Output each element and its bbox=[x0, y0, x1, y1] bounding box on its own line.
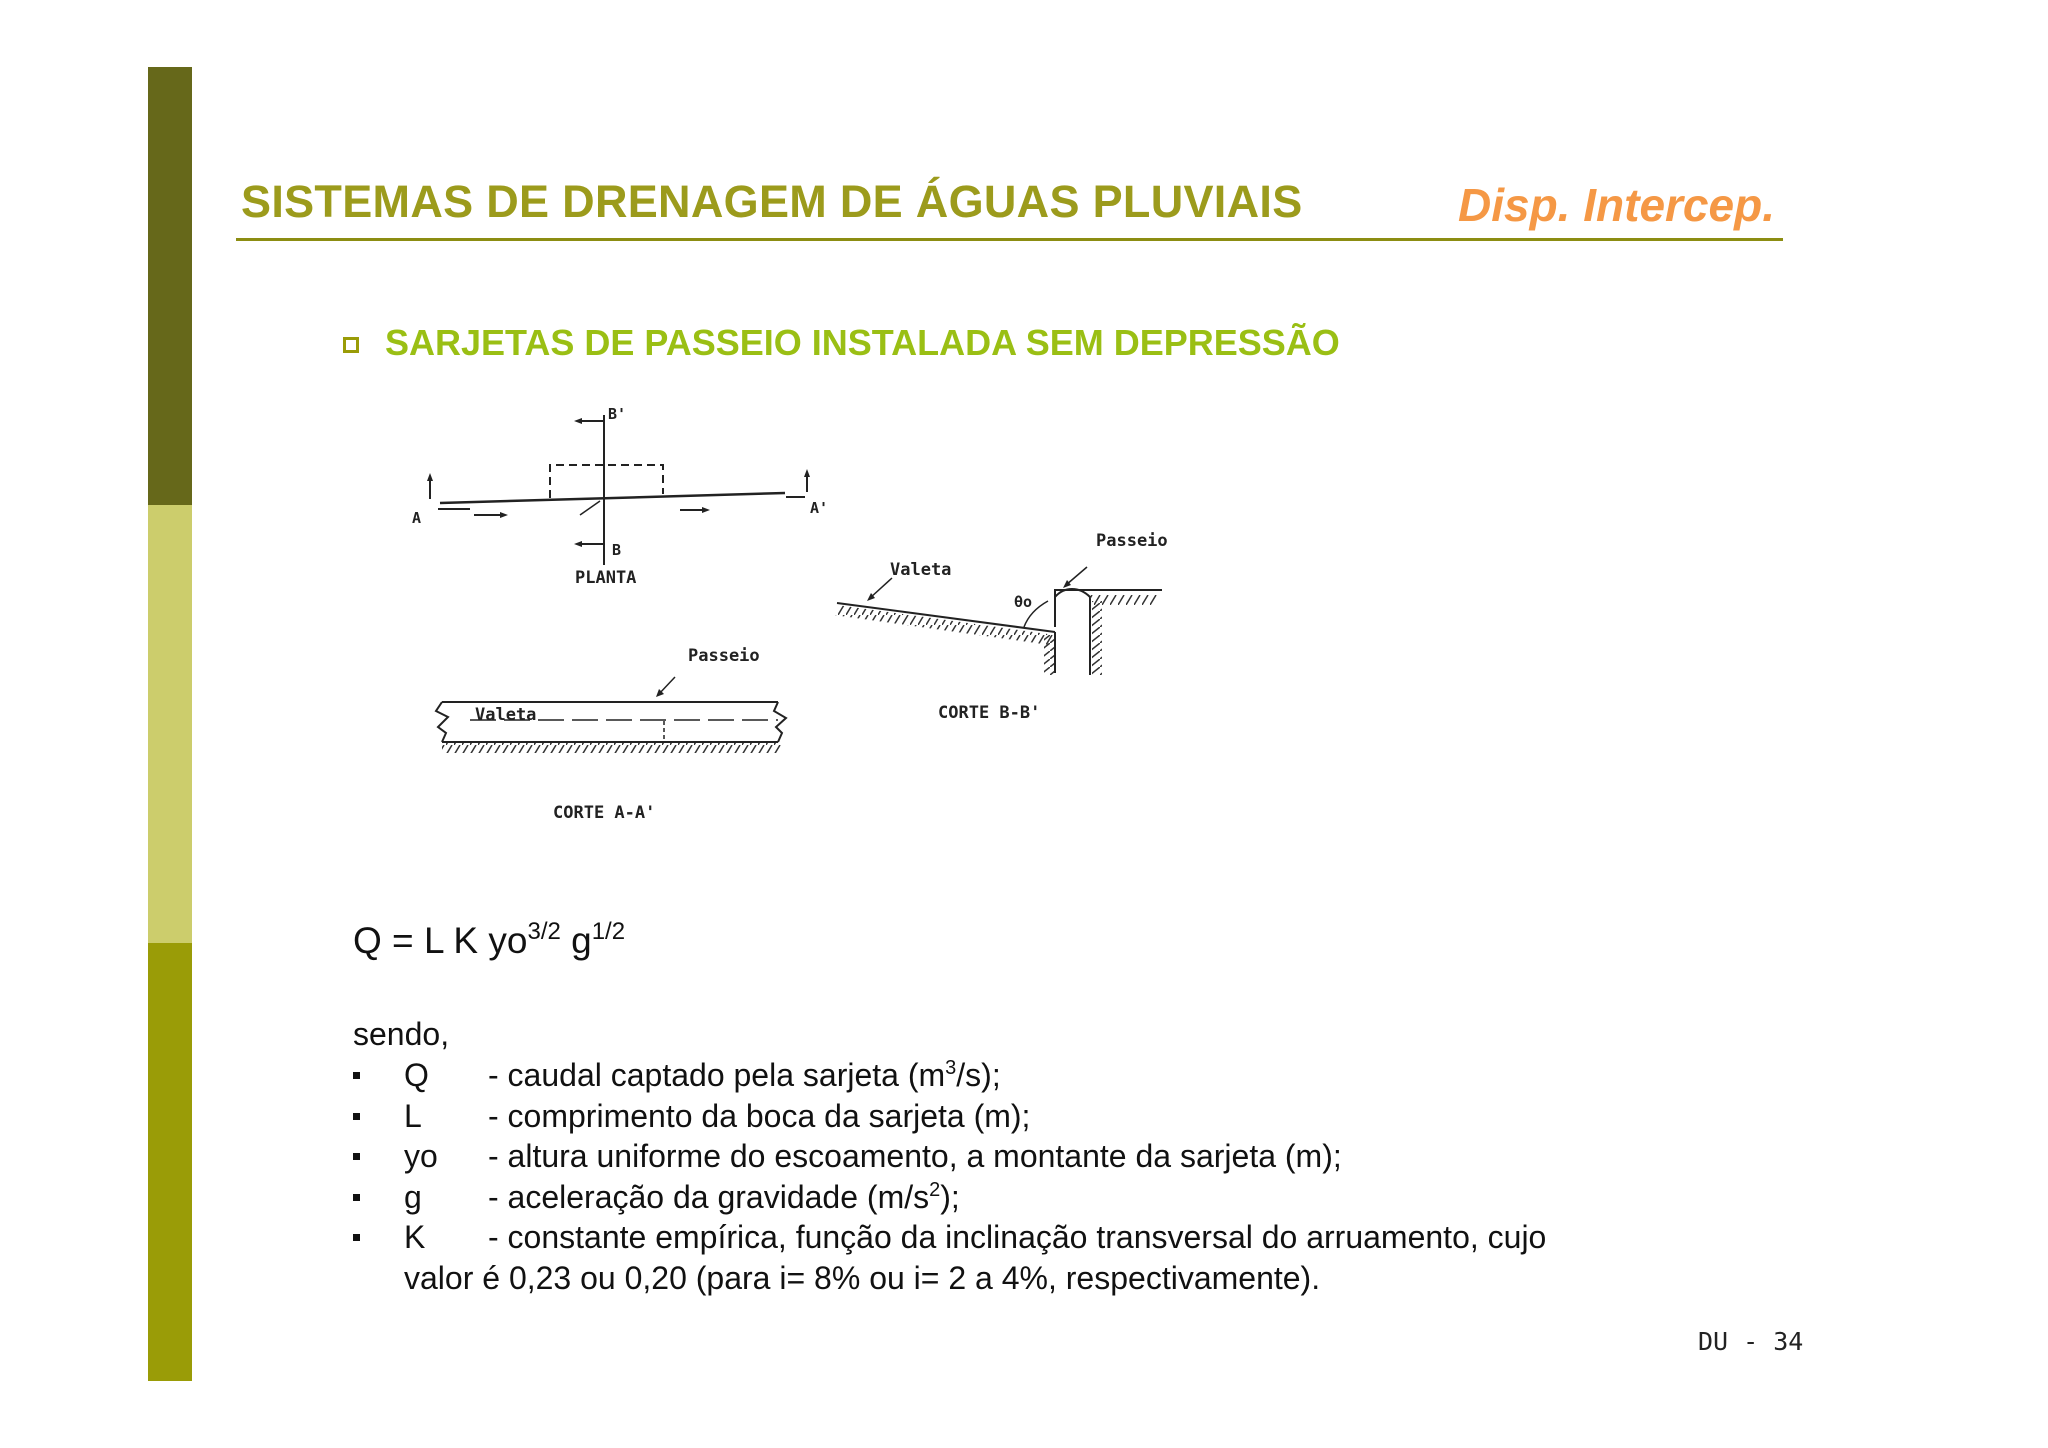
valeta-label-bb: Valeta bbox=[890, 560, 952, 580]
definition-symbol: yo bbox=[404, 1138, 438, 1174]
definition-text: - comprimento da boca da sarjeta (m); bbox=[488, 1097, 1031, 1134]
bullet-icon bbox=[353, 1072, 360, 1079]
section-aa bbox=[436, 646, 786, 823]
marker-a: A bbox=[412, 509, 422, 527]
gutter-drawing bbox=[350, 395, 1220, 840]
definition-text: - aceleração da gravidade $(m/s^2)$; bbox=[488, 1178, 960, 1215]
discharge-formula bbox=[353, 920, 625, 962]
passeio-label-aa: Passeio bbox=[688, 646, 760, 666]
formula-lhs: Q = L K yo bbox=[353, 920, 528, 961]
hollow-square-icon bbox=[343, 337, 359, 353]
bullet-icon bbox=[353, 1194, 360, 1201]
formula-exp-2: 1/2 bbox=[591, 918, 626, 945]
definition-continuation: valor é 0,23 ou 0,20 (para i= 8% ou i= 2 a 4%, respectivamente). bbox=[404, 1259, 1321, 1296]
plan-label: PLANTA bbox=[575, 568, 637, 588]
definition-item bbox=[353, 1055, 1269, 1096]
definition-item bbox=[353, 1136, 1342, 1177]
marker-b: B bbox=[612, 541, 622, 559]
definition-text: - constante empírica, função da inclinação transversal do arruamento, cujo bbox=[488, 1219, 1547, 1255]
formula-exp-1: 3/2 bbox=[527, 918, 561, 945]
title-underline bbox=[236, 238, 1783, 241]
sidebar-stripe-top bbox=[148, 67, 192, 505]
plan-view bbox=[412, 405, 828, 588]
definitions-intro: sendo, bbox=[353, 1016, 450, 1052]
bullet-icon bbox=[353, 1113, 360, 1120]
definition-text: - altura uniforme do escoamento, a montante da sarjeta (m); bbox=[488, 1138, 1342, 1174]
sidebar-stripe-bottom bbox=[148, 943, 192, 1381]
bullet-icon bbox=[353, 1153, 360, 1160]
section-bb-label: CORTE B-B' bbox=[938, 703, 1041, 723]
section-aa-label: CORTE A-A' bbox=[553, 803, 656, 823]
section-bb bbox=[834, 531, 1168, 723]
formula-mid: g bbox=[560, 920, 592, 961]
definition-item bbox=[353, 1177, 1269, 1218]
valeta-label-aa: Valeta bbox=[475, 705, 537, 725]
definition-symbol: Q bbox=[404, 1057, 429, 1093]
page-number: DU - 34 bbox=[1698, 1327, 1804, 1356]
marker-a-prime: A' bbox=[810, 499, 829, 517]
slide-title: SISTEMAS DE DRENAGEM DE ÁGUAS PLUVIAIS bbox=[241, 176, 1303, 227]
theta-label: θo bbox=[1014, 593, 1033, 611]
definition-item bbox=[353, 1096, 1269, 1137]
sidebar-stripe-middle bbox=[148, 505, 192, 943]
definition-item bbox=[353, 1217, 1547, 1258]
definition-symbol: L bbox=[404, 1097, 422, 1134]
bullet-icon bbox=[353, 1234, 360, 1241]
section-heading: SARJETAS DE PASSEIO INSTALADA SEM DEPRESSÃO bbox=[385, 322, 1340, 363]
definition-symbol: g bbox=[404, 1178, 422, 1215]
definition-symbol: K bbox=[404, 1219, 426, 1255]
definition-text: - caudal captado pela sarjeta $(m^3/s)$; bbox=[488, 1057, 1001, 1093]
passeio-label-bb: Passeio bbox=[1096, 531, 1168, 551]
definitions-block bbox=[353, 1013, 1547, 1298]
marker-b-prime: B' bbox=[608, 405, 627, 423]
slide-subtitle: Disp. Intercep. bbox=[1458, 179, 1775, 231]
